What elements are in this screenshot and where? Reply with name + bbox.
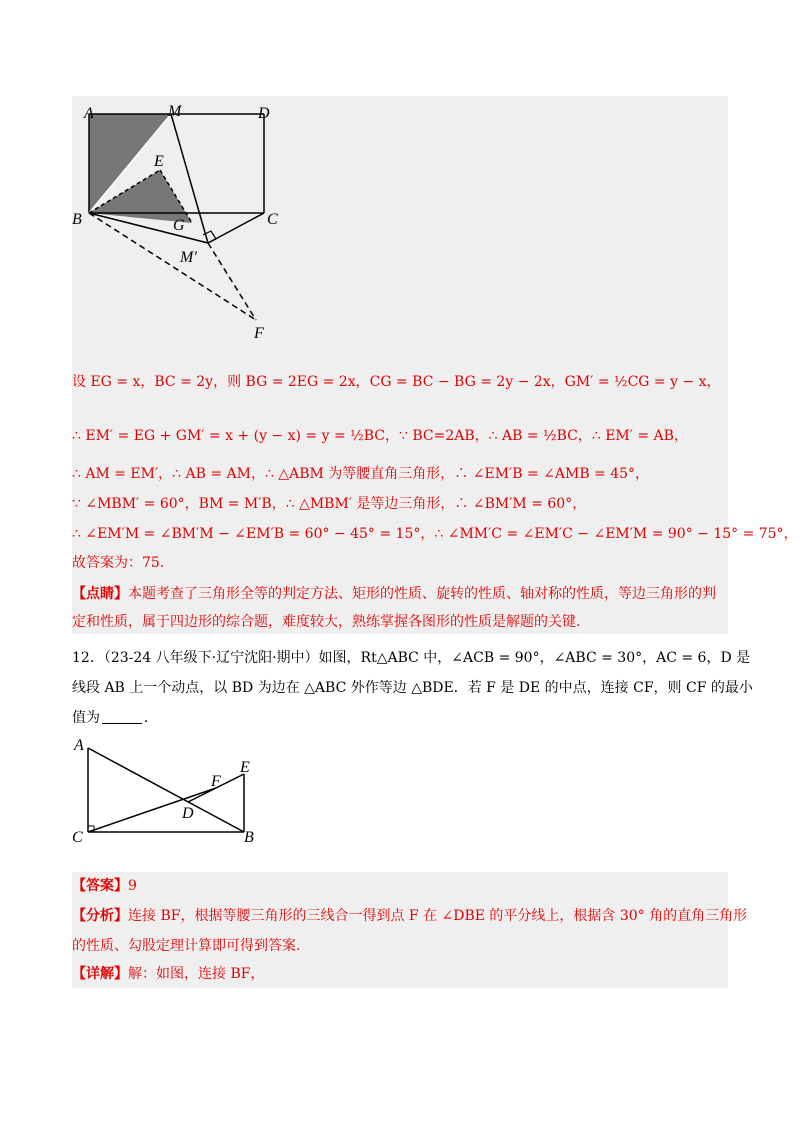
answer-blank [102,709,142,724]
figure-right-triangle [68,734,268,846]
label-m: M [168,103,182,120]
comment-text-1: 本题考查了三角形全等的判定方法、矩形的性质、旋转的性质、轴对称的性质，等边三角形的判 [128,586,716,602]
analysis-text-1: 连接 BF，根据等腰三角形的三线合一得到点 F 在 ∠DBE 的平分线上，根据含 30° 角的直角三角形 [128,908,748,924]
solution-line-3: ∴ AM = EM′，∴ AB = AM，∴ △ABM 为等腰直角三角形，∴ ∠EM′B = ∠AMB = 45°， [72,466,650,482]
figure-rectangle-rotation [72,100,302,350]
analysis-line-2: 的性质、勾股定理计算即可得到答案． [72,938,310,954]
solution-line-2: ∴ EM′ = EG + GM′ = x + (y − x) = y = ½BC，∵ BC=2AB，∴ AB = ½BC，∴ EM′ = AB， [72,428,688,444]
analysis-tag: 【分析】 [72,908,128,924]
segment-ab [88,748,244,832]
label-a2: A [74,737,84,754]
detail-line [72,964,732,984]
label-f: F [254,325,264,342]
answer-value: 9 [128,878,137,894]
q12-line-3 [72,708,732,728]
label-d: D [258,105,270,122]
answer-line [72,876,732,896]
label-e2: E [240,759,250,776]
solution-line-1: 设 EG = x，BC = 2y，则 BG = 2EG = 2x，CG = BC − BG = 2y − 2x，GM′ = ½CG = y − x， [72,374,721,390]
label-f2: F [211,773,221,790]
label-c: C [267,211,278,228]
q12-line-1: 12．（23-24 八年级下·辽宁沈阳·期中）如图，Rt△ABC 中，∠ACB = 90°，∠ABC = 30°，AC = 6，D 是 [72,650,751,666]
detail-text: 解：如图，连接 BF， [128,966,265,982]
segment-cf [88,788,216,832]
detail-tag: 【详解】 [72,966,128,982]
segment-m-prime-c [208,213,264,243]
comment-tag: 【点睛】 [72,586,128,602]
dashed-m-prime-f [208,243,256,320]
answer-tag: 【答案】 [72,878,128,894]
label-a: A [84,105,94,122]
label-e: E [154,153,164,170]
analysis-line-1 [72,906,748,926]
q12-line-3-pre: 值为 [72,710,100,726]
comment-line-2: 定和性质，属于四边形的综合题，难度较大，熟练掌握各图形的性质是解题的关键． [72,614,590,630]
label-b: B [72,211,82,228]
label-d2: D [182,805,194,822]
q12-line-3-post: ． [144,710,158,726]
solution-line-4: ∵ ∠MBM′ = 60°，BM = M′B，∴ △MBM′ 是等边三角形，∴ ∠BM′M = 60°， [72,496,587,512]
solution-line-5: ∴ ∠EM′M = ∠BM′M − ∠EM′B = 60° − 45° = 15°，∴ ∠MM′C = ∠EM′C − ∠EM′M = 90° − 15° = 75°， [72,526,798,542]
solution-line-6: 故答案为：75． [72,555,174,571]
label-g: G [173,217,185,234]
label-b2: B [244,829,254,846]
label-m-prime: M′ [180,249,197,266]
label-c2: C [72,829,83,846]
q12-line-2: 线段 AB 上一个动点，以 BD 为边在 △ABC 外作等边 △BDE．若 F 是 DE 的中点，连接 CF，则 CF 的最小 [72,680,753,696]
comment-line-1 [72,584,732,604]
